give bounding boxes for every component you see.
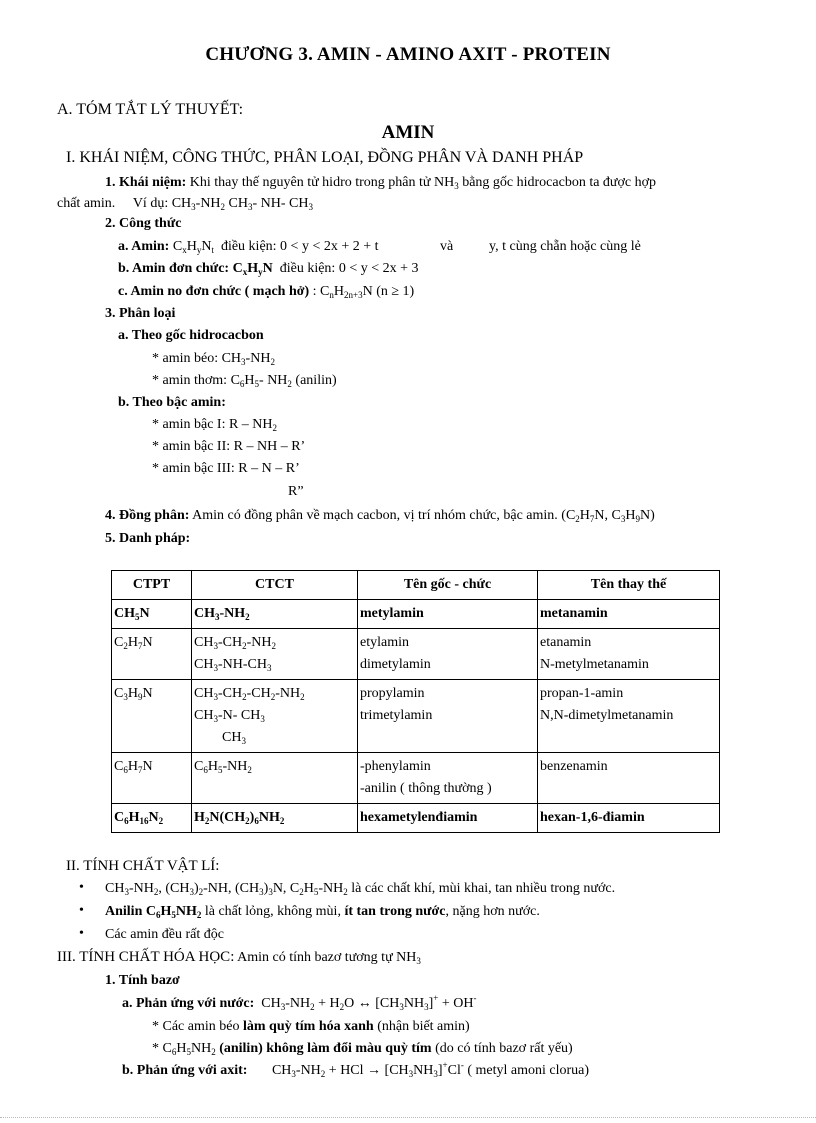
vat-li-3: Các amin đều rất độc <box>105 927 224 942</box>
phan-loai-b-2: * amin bậc II: R – NH – R’ <box>152 439 306 454</box>
cell-ctpt: $CH_5N$ <box>112 600 192 629</box>
cell-ten-thay-the: benzenamin <box>538 753 720 804</box>
phan-loai-b-1: * amin bậc I: R – $NH_2$ <box>152 417 278 433</box>
cell-ctpt: $C_2H_7N$ <box>112 629 192 680</box>
table-row <box>112 804 720 833</box>
cell-ten-thay-the: etanamin N-metylmetanamin <box>538 629 720 680</box>
tinh-bazo-a-2: * $C_6H_5NH_2$ (anilin) không làm đổi màu quỳ tím (do có tính bazơ rất yếu) <box>152 1041 573 1057</box>
phan-loai-label: 3. Phân loại <box>105 306 176 321</box>
vat-li-1: $CH_3-NH_2$, $(CH_3)_2-NH$, $(CH_3)_3N$, $C_2H_5-NH_2$ là các chất khí, mùi khai, tan nhiều trong nước. <box>105 881 616 897</box>
bullet-icon: • <box>79 903 84 918</box>
vat-li-2: Anilin $C_6H_5NH_2$ là chất lỏng, không mùi, ít tan trong nước, nặng hơn nước. <box>105 904 540 920</box>
bullet-icon: • <box>79 880 84 895</box>
header-ctct: CTCT <box>192 571 358 600</box>
phan-loai-a-2: * amin thơm: $C_6H_5-$ $NH_2$ (anilin) <box>152 373 337 389</box>
cell-ctct: $CH_3-CH_2-NH_2$ $CH_3-NH-CH_3$ <box>192 629 358 680</box>
khai-niem-line-1: 1. Khái niệm: Khi thay thế nguyên tử hidro trong phân tử $NH_3$ bằng gốc hidrocacbon ta được hợp <box>105 175 657 191</box>
phan-loai-b: b. Theo bậc amin: <box>118 395 226 410</box>
cell-ctct: $CH_3-CH_2-CH_2-NH_2$ $CH_3-N-$ $CH_3$ $CH_3$ <box>192 680 358 753</box>
phan-loai-a: a. Theo gốc hidrocacbon <box>118 328 264 343</box>
phan-loai-b-3-r: R” <box>288 484 304 499</box>
dong-phan-line: 4. Đồng phân: Amin có đồng phân về mạch cacbon, vị trí nhóm chức, bậc amin. ($C_2H_7N$, $C_3H_9N$) <box>105 508 655 524</box>
cell-ten-goc: metylamin <box>358 600 538 629</box>
phan-loai-a-1: * amin béo: $CH_3-NH_2$ <box>152 351 275 367</box>
section-2-heading: II. TÍNH CHẤT VẬT LÍ: <box>66 858 220 874</box>
table-header-row <box>112 571 720 600</box>
bullet-icon: • <box>79 926 84 941</box>
cell-ten-thay-the: metanamin <box>538 600 720 629</box>
section-3-heading: III. TÍNH CHẤT HÓA HỌC: Amin có tính bazơ tương tự $NH_3$ <box>57 949 421 966</box>
cell-ten-thay-the: hexan-1,6-điamin <box>538 804 720 833</box>
cell-ten-goc: -phenylamin -anilin ( thông thường ) <box>358 753 538 804</box>
table-row <box>112 600 720 629</box>
table-row <box>112 629 720 680</box>
tinh-bazo-b: b. Phản ứng với axit: $CH_3-NH_2$ + HCl → $[CH_3NH_3]^+Cl^-$ ( metyl amoni clorua) <box>122 1060 590 1079</box>
tinh-bazo-a: a. Phản ứng với nước: $CH_3-NH_2 + H_2O$ ↔ $[CH_3NH_3]^+ + OH^-$ <box>122 993 477 1012</box>
table-row <box>112 753 720 804</box>
cell-ten-goc: etylamin dimetylamin <box>358 629 538 680</box>
cell-ctpt: $C_6H_{16}N_2$ <box>112 804 192 833</box>
cell-ctpt: $C_3H_9N$ <box>112 680 192 753</box>
cong-thuc-b: b. Amin đơn chức: $C_xH_yN$ điều kiện: 0 < y < 2x + 3 <box>118 261 419 277</box>
cong-thuc-a-va: và <box>440 239 454 254</box>
cong-thuc-c: c. Amin no đơn chức ( mạch hở) : $C_nH_{2n+3}N$ (n ≥ 1) <box>118 284 415 300</box>
cong-thuc-a: a. Amin: $C_xH_yN_t$ điều kiện: 0 < y < 2x + 2 + t <box>118 239 379 255</box>
khai-niem-line-2: chất amin. Ví dụ: $CH_3-NH_2$ $CH_3-$ NH- $CH_3$ <box>57 196 313 212</box>
section-1-heading: I. KHÁI NIỆM, CÔNG THỨC, PHÂN LOẠI, ĐỒNG PHÂN VÀ DANH PHÁP <box>66 149 584 166</box>
cell-ctct: $C_6H_5-NH_2$ <box>192 753 358 804</box>
cell-ctct: $H_2N(CH_2)_6NH_2$ <box>192 804 358 833</box>
cell-ten-goc: hexametylenđiamin <box>358 804 538 833</box>
header-ctpt: CTPT <box>112 571 192 600</box>
naming-table <box>111 570 720 833</box>
section-a-heading: A. TÓM TẮT LÝ THUYẾT: <box>57 101 244 118</box>
cong-thuc-a-parity: y, t cùng chẵn hoặc cùng lẻ <box>489 239 641 254</box>
table-row <box>112 680 720 753</box>
cell-ten-goc: propylamin trimetylamin <box>358 680 538 753</box>
cell-ctpt: $C_6H_7N$ <box>112 753 192 804</box>
phan-loai-b-3: * amin bậc III: R – N – R’ <box>152 461 300 476</box>
cell-ten-thay-the: propan-1-amin N,N-dimetylmetanamin <box>538 680 720 753</box>
tinh-bazo-label: 1. Tính bazơ <box>105 973 180 988</box>
header-ten-goc-chuc: Tên gốc - chức <box>358 571 538 600</box>
amin-heading: AMIN <box>381 122 435 143</box>
cell-ctct: $CH_3-NH_2$ <box>192 600 358 629</box>
danh-phap-label: 5. Danh pháp: <box>105 531 191 546</box>
tinh-bazo-a-1: * Các amin béo làm quỳ tím hóa xanh (nhận biết amin) <box>152 1019 470 1034</box>
header-ten-thay-the: Tên thay thế <box>538 571 720 600</box>
page-bottom-border <box>0 1117 816 1118</box>
chapter-title: CHƯƠNG 3. AMIN - AMINO AXIT - PROTEIN <box>205 44 611 65</box>
cong-thuc-label: 2. Công thức <box>105 216 182 231</box>
